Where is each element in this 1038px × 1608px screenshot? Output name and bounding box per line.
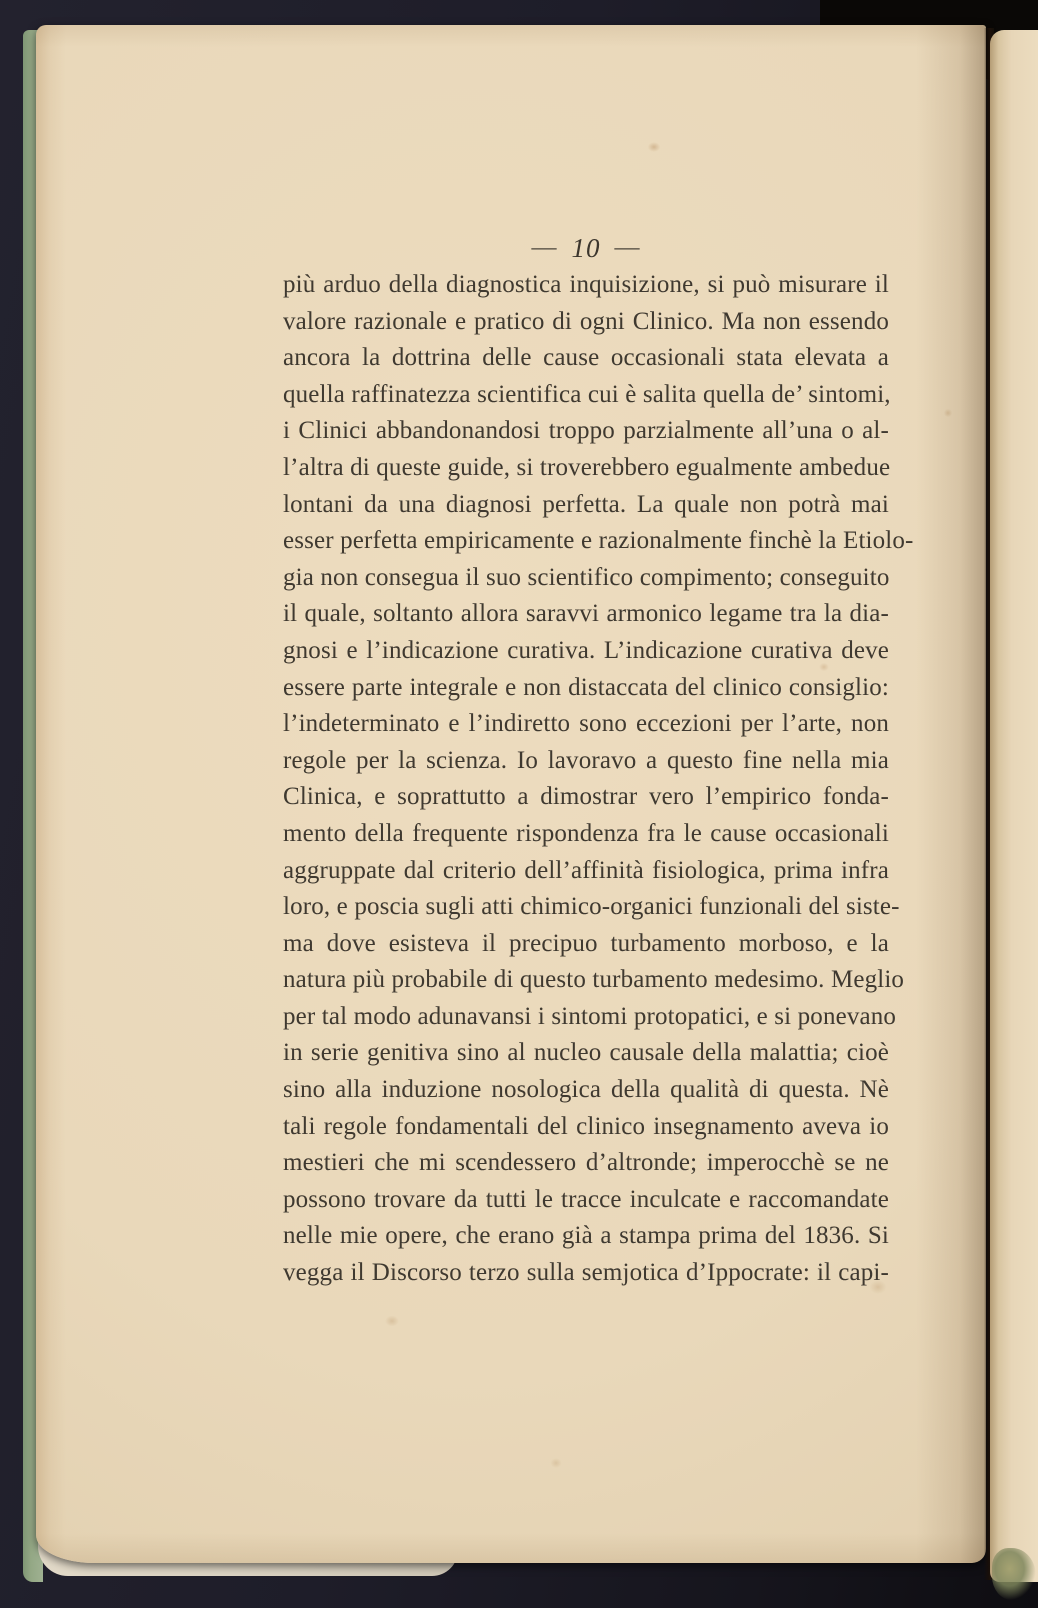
text-line: nelle mie opere, che erano già a stampa prima del 1836. Si <box>283 1222 889 1250</box>
text-line: gia non consegua il suo scientifico compimento; conseguito <box>283 563 890 591</box>
page-number: 10 <box>571 233 601 263</box>
page-text-block <box>283 229 914 1292</box>
text-line: vegga il Discorso terzo sulla semjotica d’Ippocrate: il capi- <box>283 1259 889 1287</box>
header-dash-left: — <box>531 234 558 261</box>
text-line: valore razionale e pratico di ogni Clinico. Ma non essendo <box>283 307 889 335</box>
text-line: i Clinici abbandonandosi troppo parzialmente all’una o al- <box>283 417 889 445</box>
text-line: il quale, soltanto allora saravvi armonico legame tra la dia- <box>283 600 889 628</box>
text-line: più arduo della diagnostica inquisizione, si può misurare il <box>283 271 889 298</box>
facing-page-edge <box>990 30 1038 1582</box>
text-line: sino alla induzione nosologica della qualità di questa. Nè <box>283 1076 889 1104</box>
text-line: Clinica, e soprattutto a dimostrar vero l’empirico fonda- <box>283 783 889 811</box>
body-text <box>283 267 914 1292</box>
text-line: gnosi e l’indicazione curativa. L’indicazione curativa deve <box>283 636 889 664</box>
text-line: essere parte integrale e non distaccata del clinico consiglio: <box>283 673 889 701</box>
text-line: regole per la scienza. Io lavoravo a questo fine nella mia <box>283 746 889 774</box>
text-line: l’altra di queste guide, si troverebbero egualmente ambedue <box>283 453 891 481</box>
text-line: natura più probabile di questo turbamento medesimo. Meglio <box>283 966 905 994</box>
text-line: lontani da una diagnosi perfetta. La quale non potrà mai <box>283 490 889 518</box>
header-dash-right: — <box>614 234 641 261</box>
text-line: in serie genitiva sino al nucleo causale della malattia; cioè <box>283 1039 889 1067</box>
text-line: mestieri che mi scendessero d’altronde; imperocchè se ne <box>283 1149 889 1177</box>
text-line: tali regole fondamentali del clinico insegnamento aveva io <box>283 1112 889 1140</box>
text-line: esser perfetta empiricamente e razionalmente finchè la Etiolo- <box>283 527 914 555</box>
text-line: mento della frequente rispondenza fra le cause occasionali <box>283 819 889 847</box>
text-line: loro, e poscia sugli atti chimico-organici funzionali del siste- <box>283 893 900 921</box>
text-line: ma dove esisteva il precipuo turbamento morboso, e la <box>283 929 889 957</box>
text-line: ancora la dottrina delle cause occasionali stata elevata a <box>283 344 889 372</box>
text-line: aggruppate dal criterio dell’affinità fisiologica, prima infra <box>283 856 889 884</box>
page-header <box>283 229 889 267</box>
text-line: quella raffinatezza scientifica cui è salita quella de’ sintomi, <box>283 380 891 408</box>
text-line: per tal modo adunavansi i sintomi protopatici, e si ponevano <box>283 1002 897 1030</box>
text-line: l’indeterminato e l’indiretto sono eccezioni per l’arte, non <box>283 710 889 738</box>
text-line: possono trovare da tutti le tracce inculcate e raccomandate <box>283 1185 889 1213</box>
book-page <box>36 25 986 1563</box>
